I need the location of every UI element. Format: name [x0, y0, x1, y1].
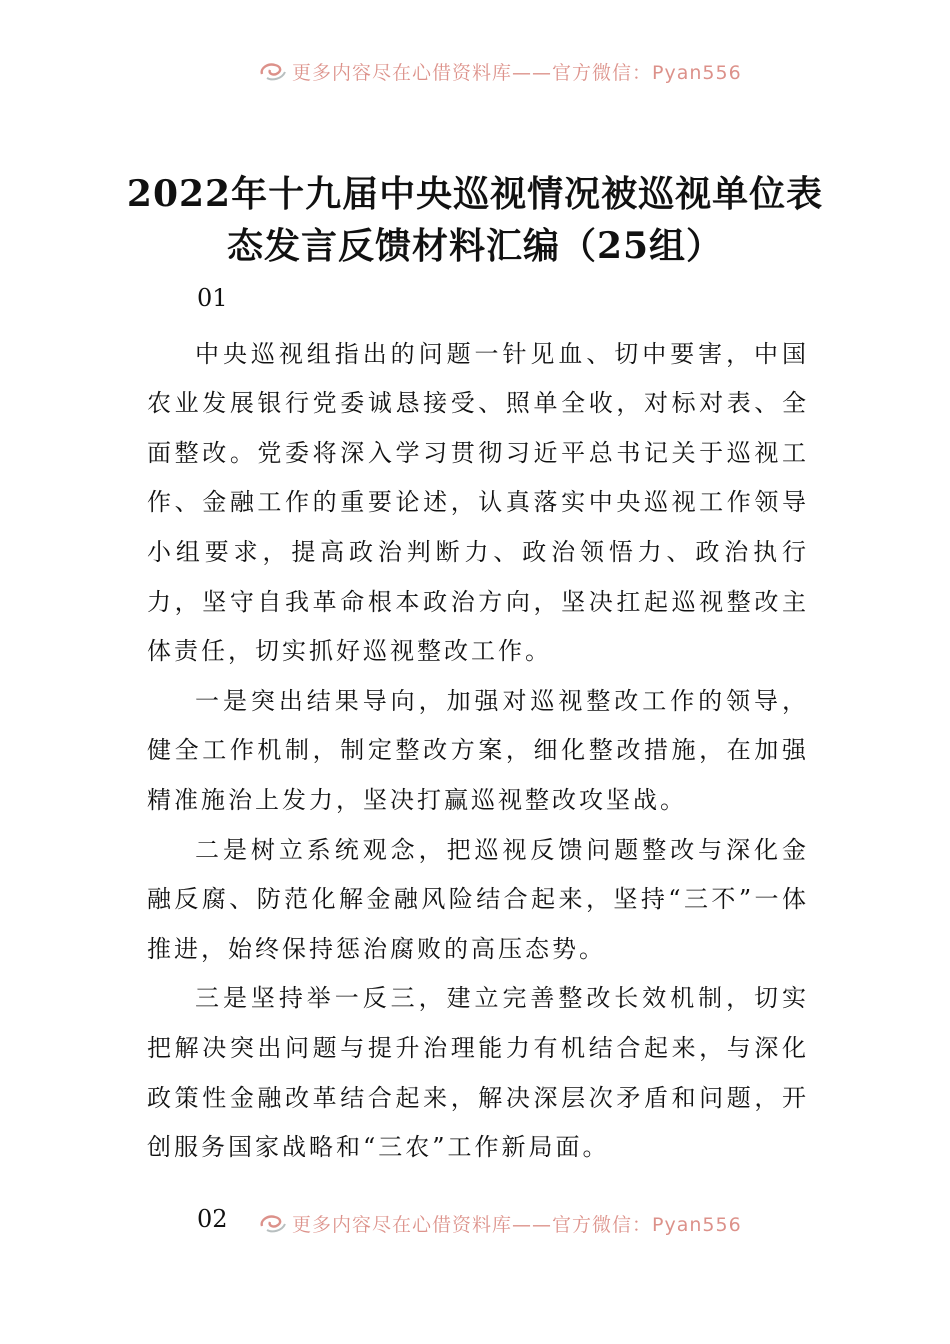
section-number: 02 [197, 1204, 228, 1233]
paragraph: 三是坚持举一反三，建立完善整改长效机制，切实把解决突出问题与提升治理能力有机结合起来，与深化政策性金融改革结合起来，解决深层次矛盾和问题，开创服务国家战略和“三农”工作新局面。 [147, 984, 809, 1162]
section-number: 01 [197, 284, 228, 312]
paragraph: 中央巡视组指出的问题一针见血、切中要害，中国农业发展银行党委诚恳接受、照单全收，对标对表、全面整改。党委将深入学习贯彻习近平总书记关于巡视工作、金融工作的重要论述，认真落实中央巡视工作领导小组要求，提高政治判断力、政治领悟力、政治执行力，坚守自我革命根本政治方向，坚决扛起巡视整改主体责任，切实抓好巡视整改工作。 [147, 339, 809, 666]
document-body [147, 274, 809, 1250]
swirl-logo-icon [258, 60, 288, 82]
swirl-logo-icon [258, 1212, 288, 1234]
footer-watermark [258, 1208, 742, 1238]
document-title: 2022年十九届中央巡视情况被巡视单位表态发言反馈材料汇编（25组） [126, 173, 824, 267]
watermark-text: 更多内容尽在心借资料库——官方微信：Pyan556 [292, 1213, 742, 1236]
header-watermark [258, 56, 742, 86]
watermark-text: 更多内容尽在心借资料库——官方微信：Pyan556 [292, 61, 742, 84]
paragraph: 二是树立系统观念，把巡视反馈问题整改与深化金融反腐、防范化解金融风险结合起来，坚持“三不”一体推进，始终保持惩治腐败的高压态势。 [147, 835, 809, 963]
paragraph: 一是突出结果导向，加强对巡视整改工作的领导，健全工作机制，制定整改方案，细化整改措施，在加强精准施治上发力，坚决打赢巡视整改攻坚战。 [147, 686, 809, 814]
